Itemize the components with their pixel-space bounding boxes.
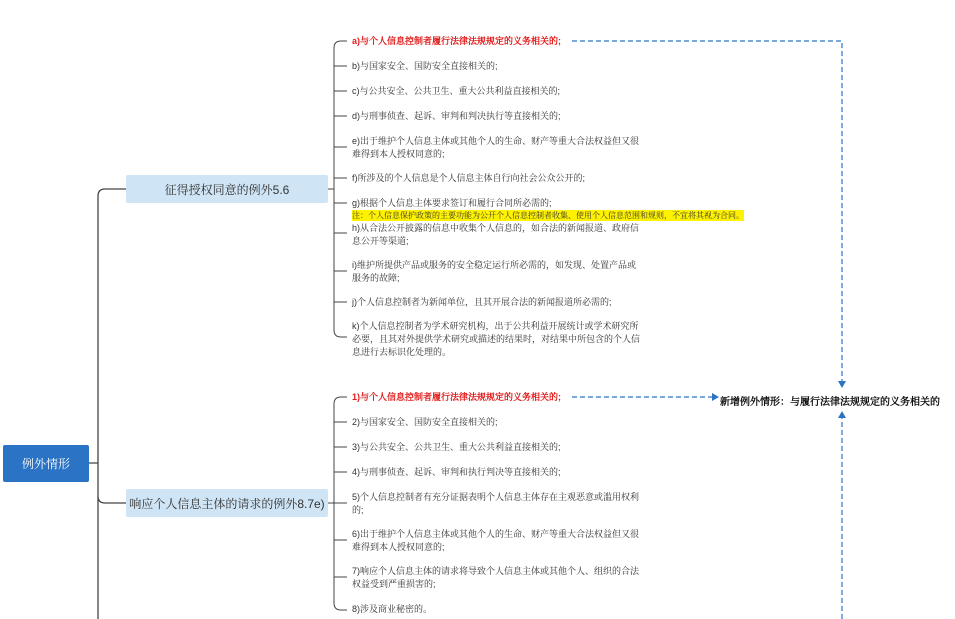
target-node[interactable]: 新增例外情形：与履行法律法规规定的义务相关的 bbox=[720, 397, 940, 408]
arrowhead-right bbox=[712, 393, 719, 401]
branch1-ticks bbox=[334, 66, 347, 302]
leaf-f: f)所涉及的个人信息是个人信息主体自行向社会公众公开的; bbox=[352, 173, 585, 183]
leaf-8: 8)涉及商业秘密的。 bbox=[352, 604, 433, 614]
leaf-e: e)出于维护个人信息主体或其他个人的生命、财产等重大合法权益但又很 难得到本人授权同意的; bbox=[352, 136, 640, 159]
branch2-ticks bbox=[334, 422, 347, 577]
leaf-3: 3)与公共安全、公共卫生、重大公共利益直接相关的; bbox=[352, 442, 561, 452]
leaf-b: b)与国家安全、国防安全直接相关的; bbox=[352, 61, 498, 71]
branch-consent-exceptions[interactable]: 征得授权同意的例外5.6 bbox=[126, 175, 328, 203]
leaf-1: 1)与个人信息控制者履行法律法规规定的义务相关的; bbox=[352, 392, 562, 402]
leaf-c: c)与公共安全、公共卫生、重大公共利益直接相关的; bbox=[352, 86, 560, 96]
leaf-k: k)个人信息控制者为学术研究机构，出于公共利益开展统计或学术研究所 必要，且其对外提供学术研究或描述的结果时，对结果中所包含的个人信 息进行去标识化处理的。 bbox=[352, 321, 641, 357]
leaf-2: 2)与国家安全、国防安全直接相关的; bbox=[352, 417, 498, 427]
leaf-j: j)个人信息控制者为新闻单位，且其开展合法的新闻报道所必需的; bbox=[352, 297, 612, 307]
leaf-a: a)与个人信息控制者履行法律法规规定的义务相关的; bbox=[352, 36, 562, 46]
leaf-7: 7)响应个人信息主体的请求将导致个人信息主体或其他个人、组织的合法 权益受到严重损害的; bbox=[352, 566, 640, 589]
leaf-i: i)维护所提供产品或服务的安全稳定运行所必需的，如发现、处置产品或 服务的故障; bbox=[352, 260, 636, 283]
arrowhead-down bbox=[838, 381, 846, 388]
leaf-6: 6)出于维护个人信息主体或其他个人的生命、财产等重大合法权益但又很 难得到本人授权同意的; bbox=[352, 529, 640, 552]
leaf-h: h)从合法公开披露的信息中收集个人信息的，如合法的新闻报道、政府信 息公开等渠道; bbox=[352, 223, 640, 246]
leaf-4: 4)与刑事侦查、起诉、审判和执行判决等直接相关的; bbox=[352, 467, 561, 477]
root-node[interactable]: 例外情形 bbox=[3, 445, 89, 482]
leaf-5: 5)个人信息控制者有充分证据表明个人信息主体存在主观恶意或滥用权利 的; bbox=[352, 492, 640, 515]
arrowhead-up bbox=[838, 411, 846, 418]
root-connector bbox=[89, 189, 126, 619]
leaf-g: g)根据个人信息主体要求签订和履行合同所必需的; bbox=[352, 198, 552, 208]
branch1-connector bbox=[328, 41, 347, 337]
leaf-d: d)与刑事侦查、起诉、审判和判决执行等直接相关的; bbox=[352, 111, 561, 121]
branch-request-exceptions[interactable]: 响应个人信息主体的请求的例外8.7e) bbox=[126, 489, 328, 517]
note-highlight: 注：个人信息保护政策的主要功能为公开个人信息控制者收集、使用个人信息范围和规则，不宜将其视为合同。 bbox=[352, 211, 744, 220]
